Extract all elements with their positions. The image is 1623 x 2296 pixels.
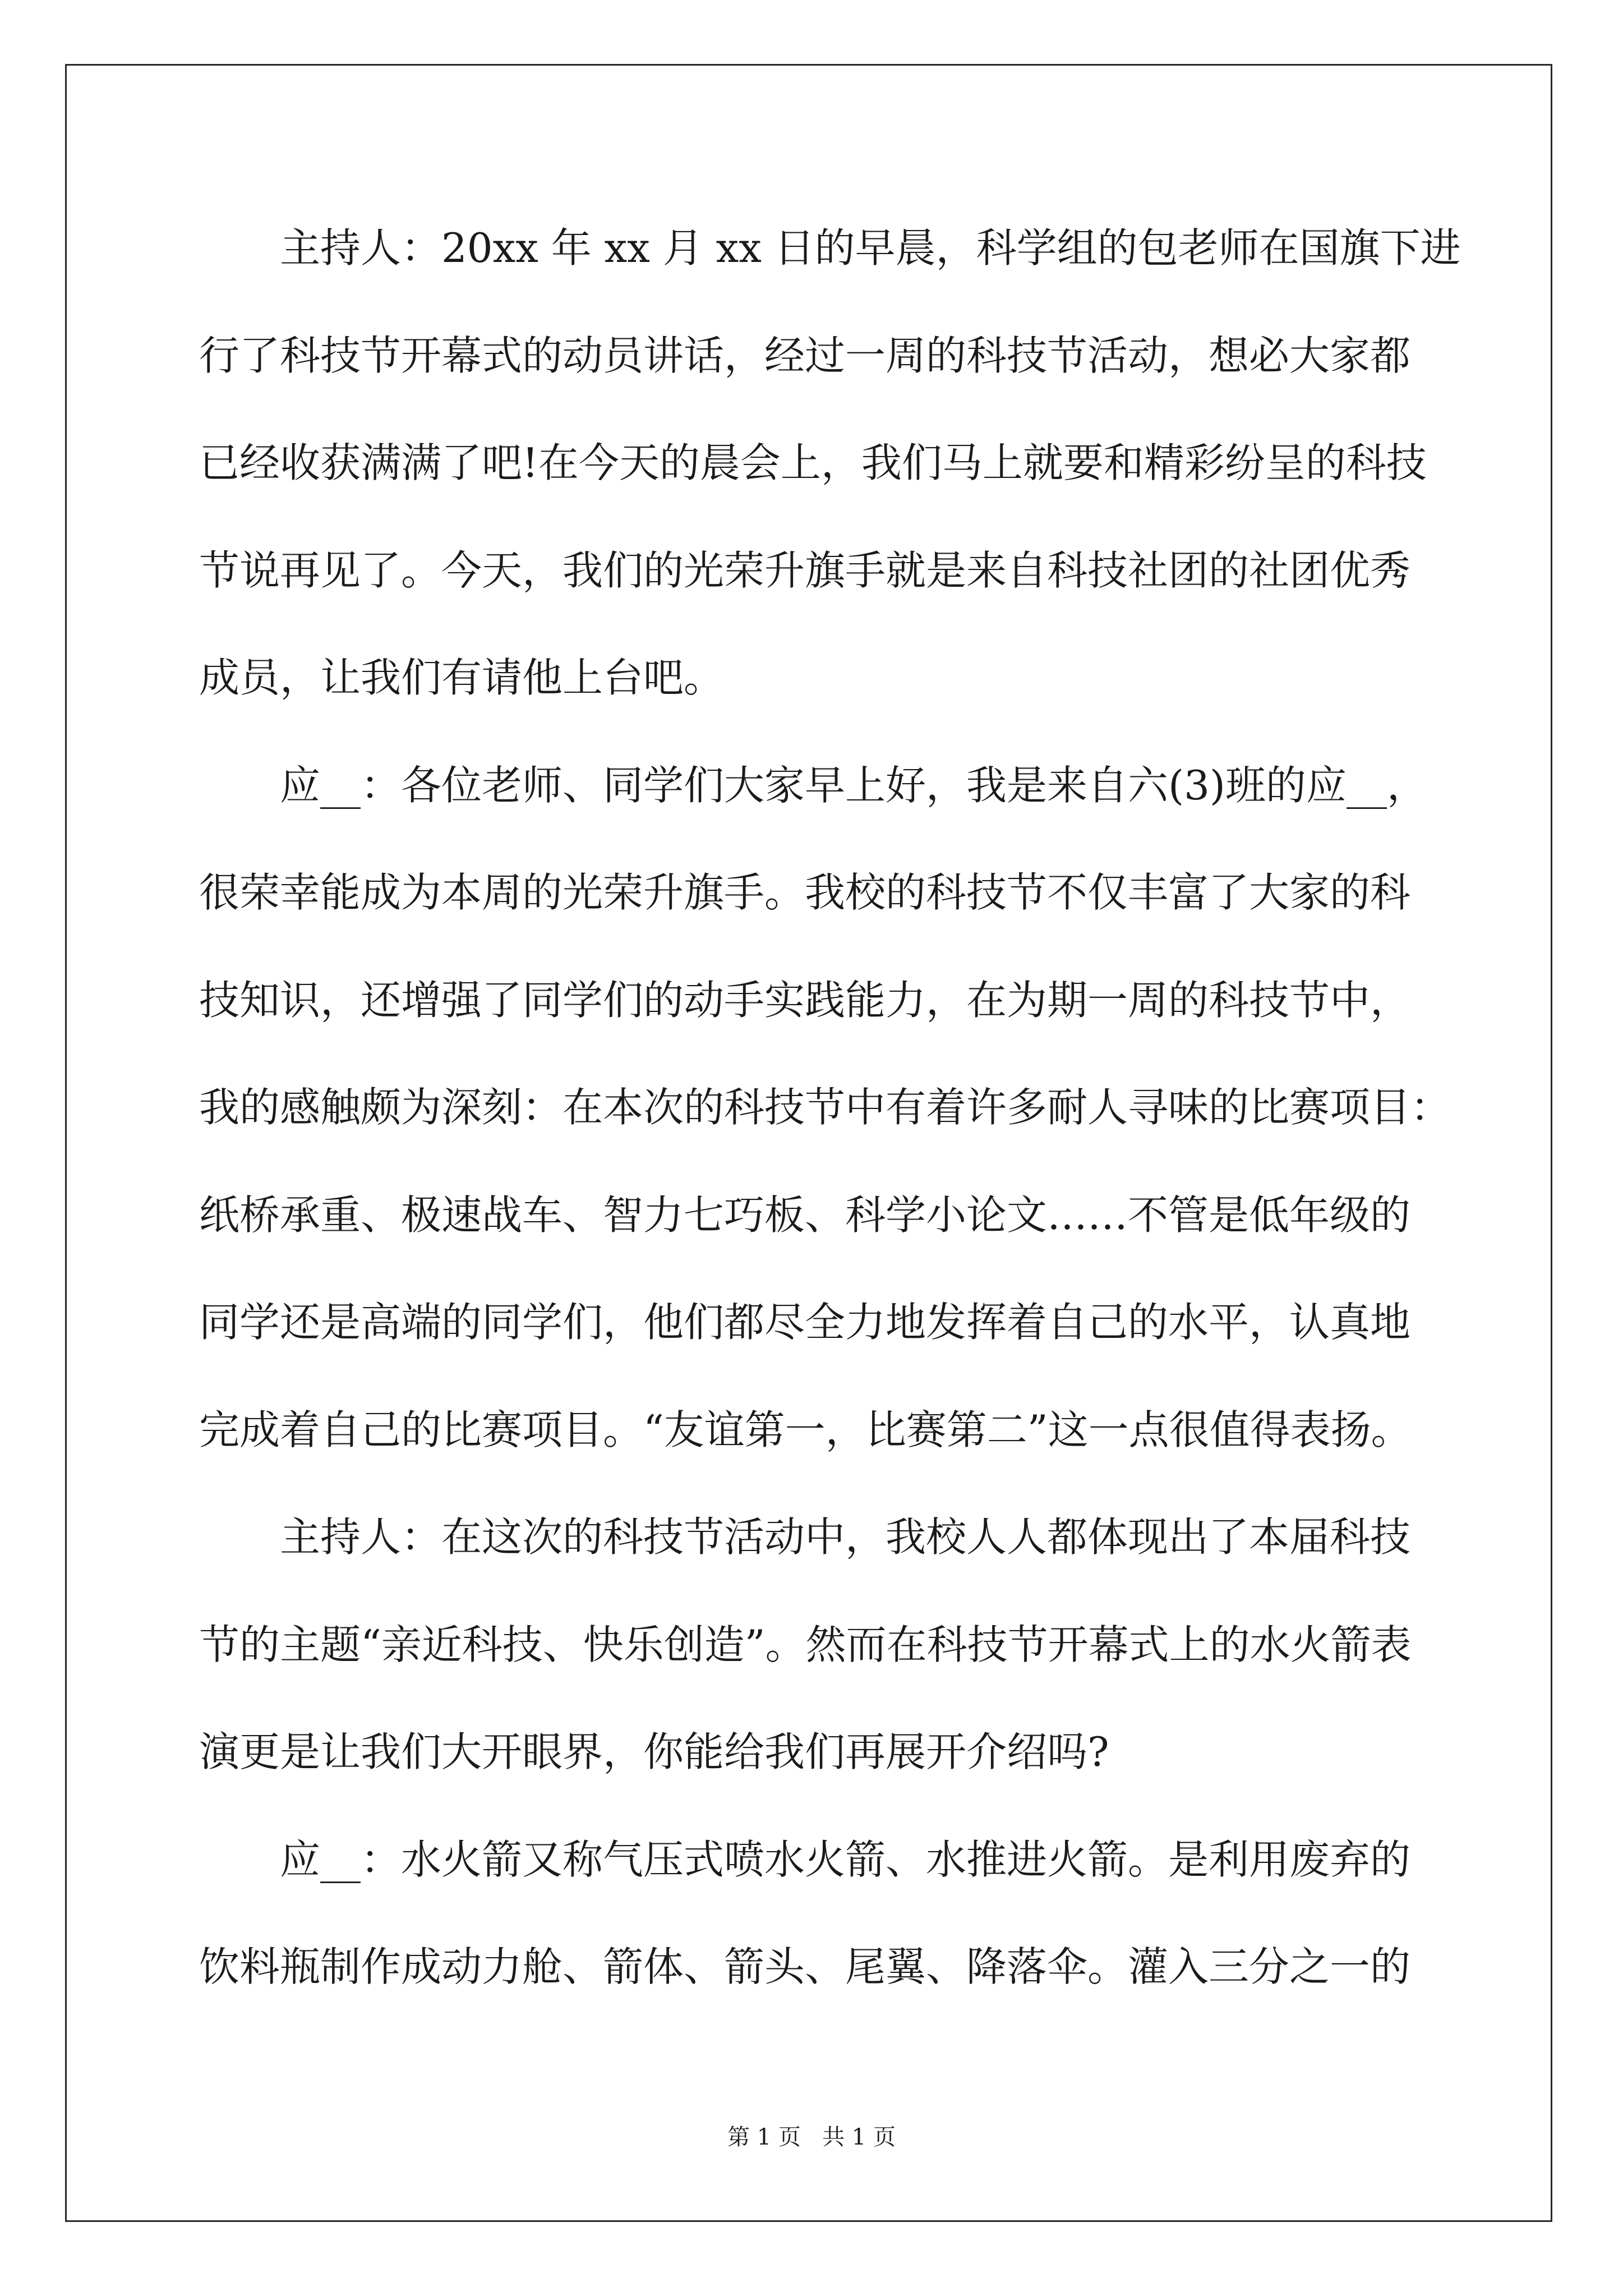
document-body	[199, 215, 1461, 2041]
paragraph-line: 纸桥承重、极速战车、智力七巧板、科学小论文……不管是低年级的	[199, 1191, 1411, 1239]
paragraph-line: 主持人：在这次的科技节活动中，我校人人都体现出了本届科技	[280, 1513, 1411, 1561]
paragraph-line: 技知识，还增强了同学们的动手实践能力，在为期一周的科技节中，	[199, 976, 1411, 1024]
paragraph-line: 成员，让我们有请他上台吧。	[199, 654, 725, 701]
paragraph-line: 我的感触颇为深刻：在本次的科技节中有着许多耐人寻味的比赛项目：	[199, 1084, 1451, 1131]
paragraph-line: 已经收获满满了吧!在今天的晨会上，我们马上就要和精彩纷呈的科技	[199, 439, 1427, 486]
paragraph-line: 同学还是高端的同学们，他们都尽全力地发挥着自己的水平，认真地	[199, 1299, 1411, 1346]
paragraph-line: 应__：水火箭又称气压式喷水火箭、水推进火箭。是利用废弃的	[280, 1835, 1411, 1883]
paragraph-line: 应__：各位老师、同学们大家早上好，我是来自六(3)班的应__，	[280, 761, 1427, 809]
paragraph-line: 完成着自己的比赛项目。“友谊第一，比赛第二”这一点很值得表扬。	[199, 1406, 1412, 1453]
paragraph-line: 主持人：20xx 年 xx 月 xx 日的早晨，科学组的包老师在国旗下进	[280, 224, 1461, 272]
paragraph-line: 行了科技节开幕式的动员讲话，经过一周的科技节活动，想必大家都	[199, 332, 1411, 379]
paragraph-line: 演更是让我们大开眼界，你能给我们再展开介绍吗?	[199, 1728, 1109, 1775]
page-footer: 第 1 页 共 1 页	[727, 2124, 896, 2150]
paragraph-line: 节的主题“亲近科技、快乐创造”。然而在科技节开幕式上的水火箭表	[199, 1621, 1412, 1668]
paragraph-line: 很荣幸能成为本周的光荣升旗手。我校的科技节不仅丰富了大家的科	[199, 869, 1411, 916]
paragraph-line: 节说再见了。今天，我们的光荣升旗手就是来自科技社团的社团优秀	[199, 546, 1411, 594]
paragraph-line: 饮料瓶制作成动力舱、箭体、箭头、尾翼、降落伞。灌入三分之一的	[199, 1943, 1411, 1990]
